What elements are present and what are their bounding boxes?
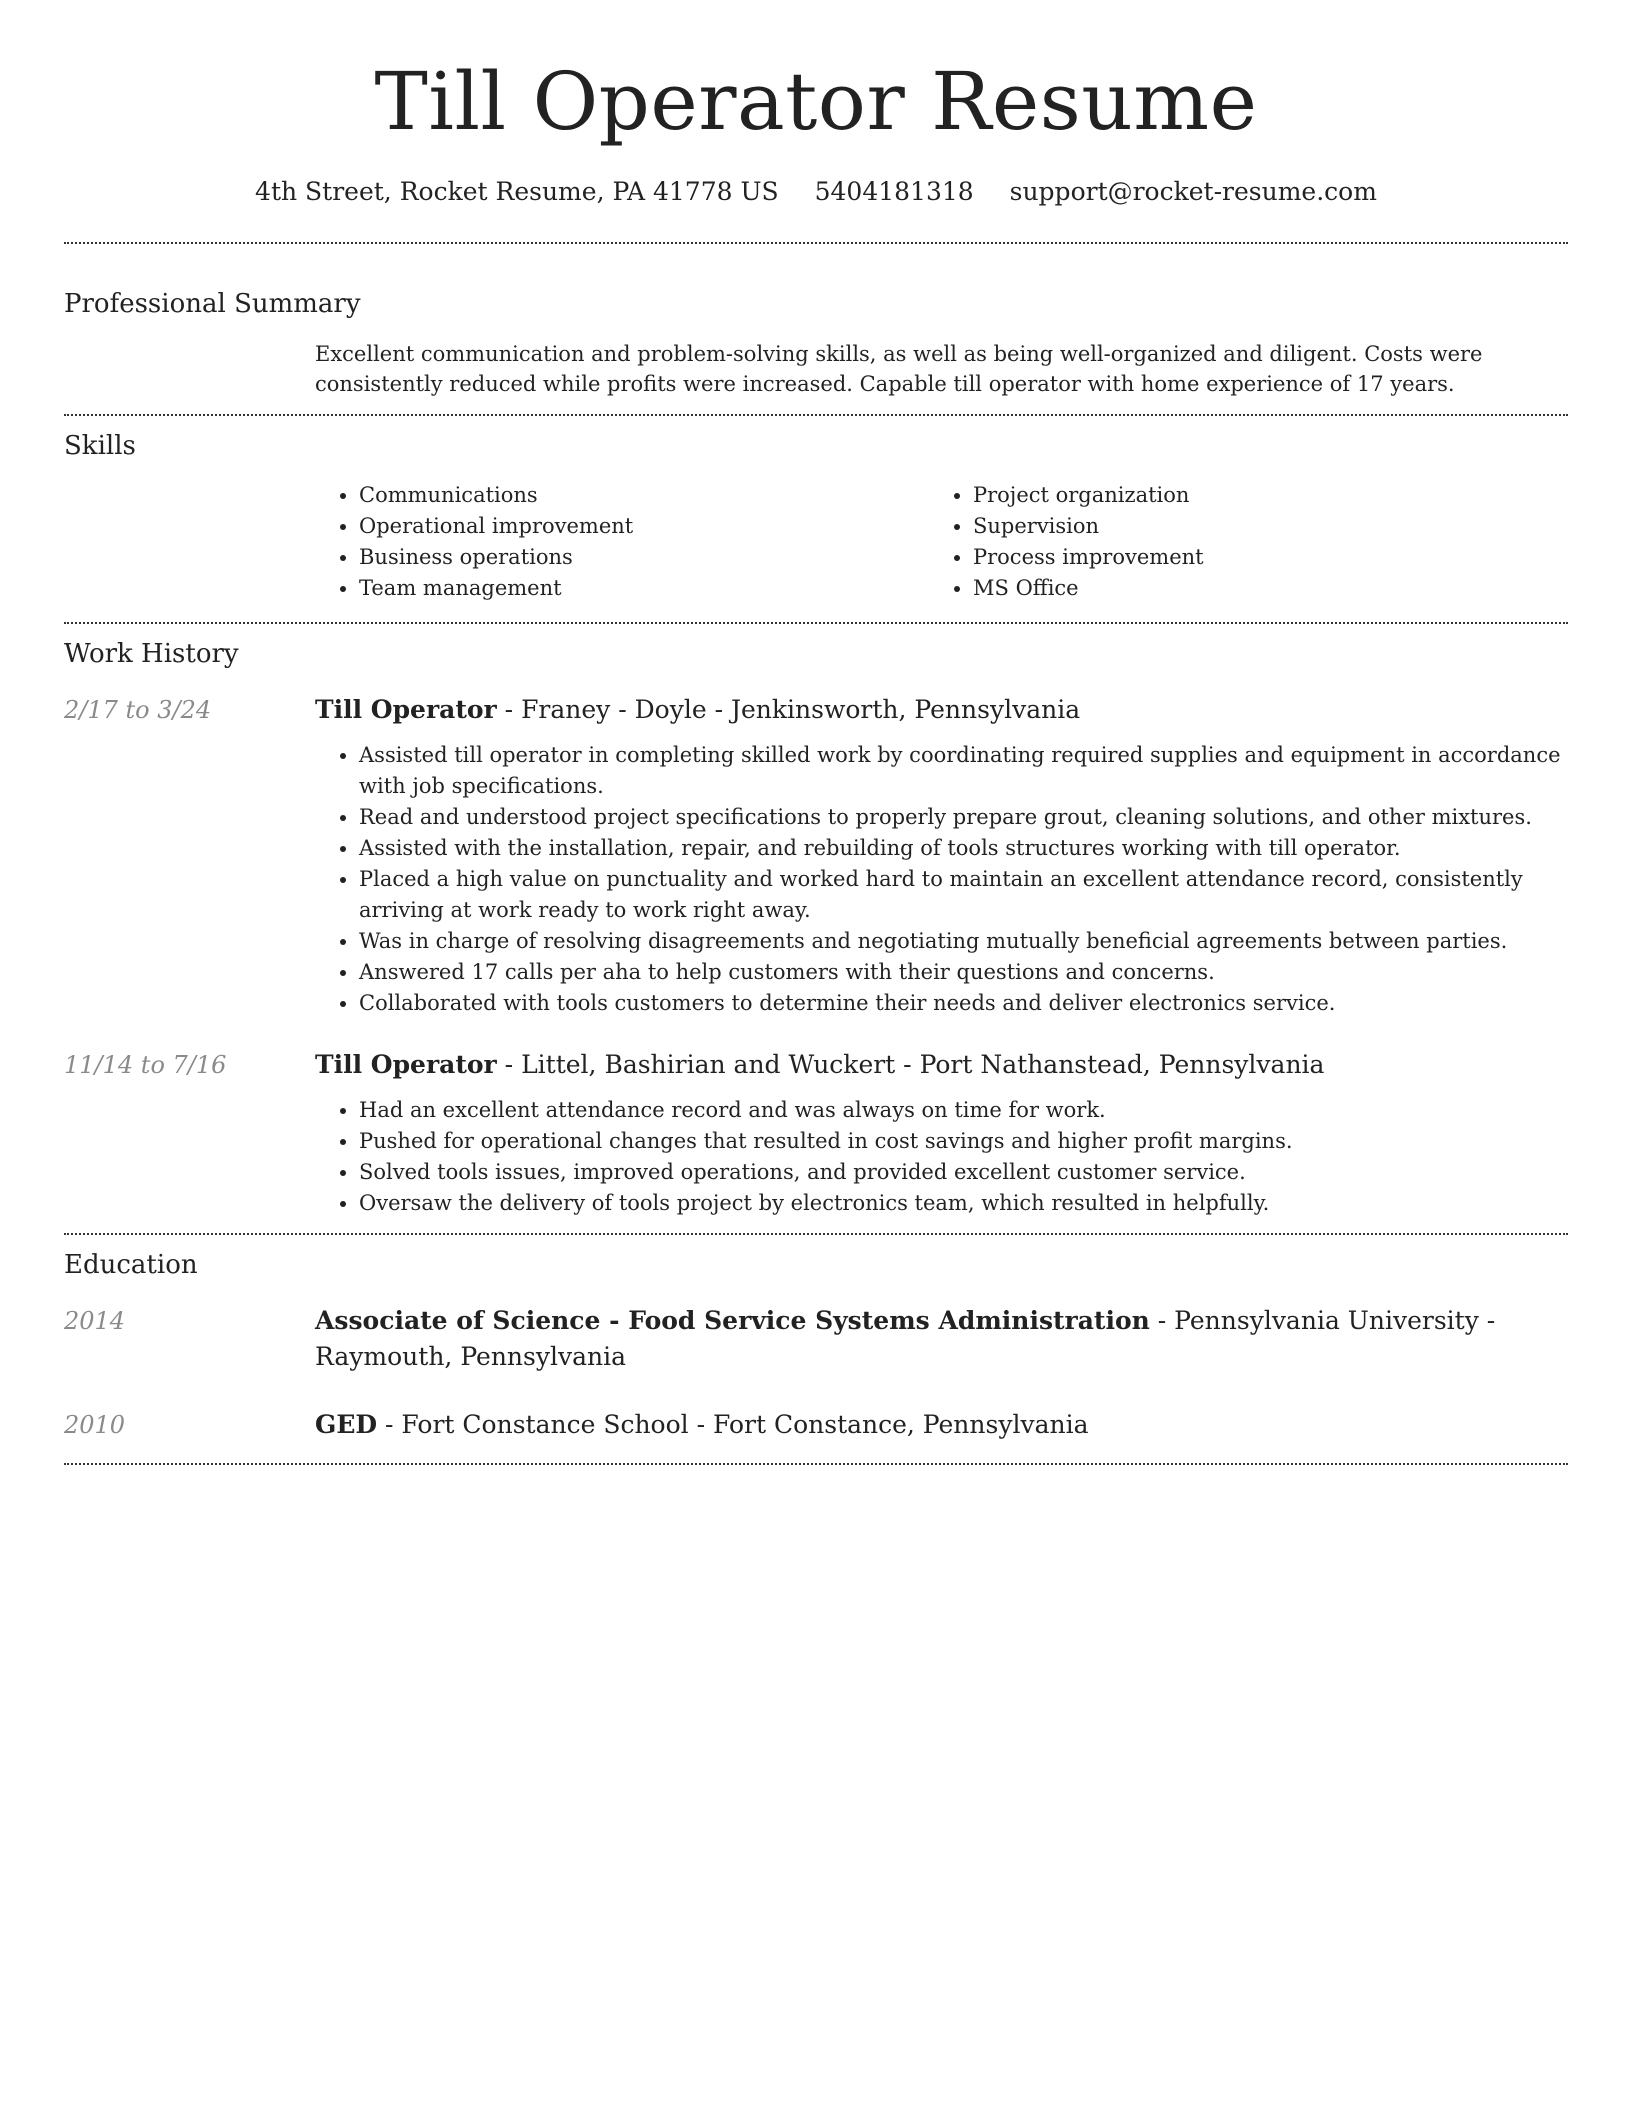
skill-item: • Business operations (359, 542, 929, 573)
skill-item: • MS Office (973, 573, 1543, 604)
skill-item: • Operational improvement (359, 511, 929, 542)
skills-section (64, 416, 1568, 604)
skill-item: • Team management (359, 573, 929, 604)
job-bullet: • Placed a high value on punctuality and worked hard to maintain an excellent attendance record, consistently arriving at work ready to work right away. (359, 864, 1568, 926)
contact-line (64, 172, 1568, 212)
summary-heading: Professional Summary (64, 289, 361, 319)
job-role: Till Operator (315, 1050, 497, 1079)
skill-item: • Process improvement (973, 542, 1543, 573)
job-bullets (315, 740, 1568, 1019)
work-section (64, 624, 1568, 1219)
job-details (315, 1047, 1568, 1219)
job-employer: - Littel, Bashirian and Wuckert - Port Nathanstead, Pennsylvania (496, 1050, 1325, 1079)
resume-page (64, 0, 1568, 1465)
job-bullet: • Collaborated with tools customers to determine their needs and deliver electronics service. (359, 988, 1568, 1019)
job-title (315, 692, 1568, 728)
skills-column-right (929, 480, 1543, 604)
education-entry (64, 1407, 1568, 1443)
skills-list (315, 480, 1568, 604)
job-bullet: • Assisted till operator in completing skilled work by coordinating required supplies and equipment in accordance with job specifications. (359, 740, 1568, 802)
summary-section (64, 244, 1568, 399)
education-heading: Education (64, 1250, 198, 1280)
job-bullet: • Had an excellent attendance record and was always on time for work. (359, 1095, 1568, 1126)
education-section (64, 1235, 1568, 1443)
job-dates: 11/14 to 7/16 (64, 1051, 227, 1079)
contact-phone: 5404181318 (814, 177, 974, 206)
job-title (315, 1047, 1568, 1083)
skills-column-left (315, 480, 929, 604)
education-year: 2014 (64, 1307, 126, 1335)
job-employer: - Franey - Doyle - Jenkinsworth, Pennsylvania (496, 695, 1081, 724)
job-bullet: • Was in charge of resolving disagreements and negotiating mutually beneficial agreements between parties. (359, 926, 1568, 957)
education-details (315, 1303, 1568, 1375)
contact-email: support@rocket-resume.com (1009, 177, 1377, 206)
work-heading: Work History (64, 639, 239, 669)
education-school: - Pennsylvania University - Raymouth, Pennsylvania (315, 1306, 1496, 1371)
contact-address: 4th Street, Rocket Resume, PA 41778 US (255, 177, 779, 206)
education-school: - Fort Constance School - Fort Constance, Pennsylvania (377, 1410, 1089, 1439)
divider (64, 1463, 1568, 1465)
job-bullet: • Oversaw the delivery of tools project by electronics team, which resulted in helpfully. (359, 1188, 1568, 1219)
job-entry (64, 692, 1568, 1019)
job-dates: 2/17 to 3/24 (64, 696, 212, 724)
summary-text: Excellent communication and problem-solving skills, as well as being well-organized and diligent. Costs were consistently reduced while profits were increased. Capable till operator with home experience of 17 years. (315, 342, 1483, 396)
skill-item: • Project organization (973, 480, 1543, 511)
education-entry (64, 1303, 1568, 1375)
job-bullet: • Assisted with the installation, repair, and rebuilding of tools structures working with till operator. (359, 833, 1568, 864)
education-degree: Associate of Science - Food Service Systems Administration (315, 1306, 1150, 1335)
resume-title: Till Operator Resume (374, 55, 1258, 148)
job-bullets (315, 1095, 1568, 1219)
education-year: 2010 (64, 1411, 126, 1439)
job-entry (64, 1047, 1568, 1219)
skill-item: • Supervision (973, 511, 1543, 542)
education-degree: GED (315, 1410, 378, 1439)
job-bullet: • Read and understood project specifications to properly prepare grout, cleaning solutions, and other mixtures. (359, 802, 1568, 833)
skills-heading: Skills (64, 431, 136, 461)
skill-item: • Communications (359, 480, 929, 511)
education-details (315, 1407, 1568, 1443)
job-bullet: • Pushed for operational changes that resulted in cost savings and higher profit margins. (359, 1126, 1568, 1157)
job-details (315, 692, 1568, 1019)
job-bullet: • Answered 17 calls per aha to help customers with their questions and concerns. (359, 957, 1568, 988)
job-role: Till Operator (315, 695, 497, 724)
job-bullet: • Solved tools issues, improved operations, and provided excellent customer service. (359, 1157, 1568, 1188)
